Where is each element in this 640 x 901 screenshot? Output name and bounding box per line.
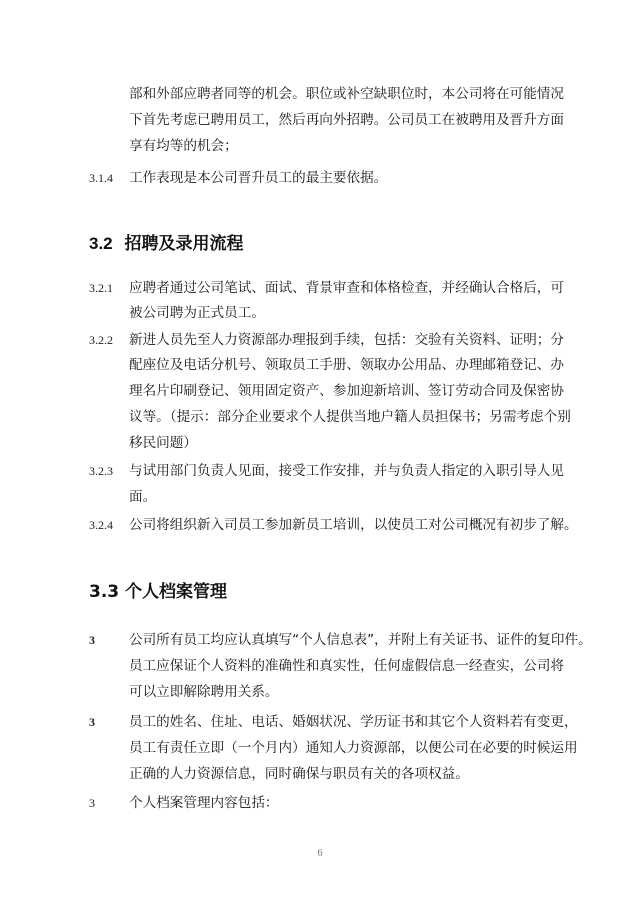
item-3-2-2-line: 配座位及电话分机号、领取员工手册、领取办公用品、办理邮箱登记、办 bbox=[129, 357, 564, 373]
item-3-3-b-line: 员工的姓名、住址、电话、婚姻状况、学历证书和其它个人资料若有变更， bbox=[129, 714, 578, 730]
item-3-2-3-line: 面。 bbox=[129, 489, 157, 505]
item-3-2-4-text: 公司将组织新入司员工参加新员工培训，以使员工对公司概况有初步了解。 bbox=[129, 517, 578, 533]
item-3-3-b-number: 3 bbox=[89, 715, 95, 729]
page-number: 6 bbox=[317, 848, 323, 859]
item-3-3-a-number: 3 bbox=[89, 633, 95, 647]
item-3-2-2-line: 议等。（提示：部分企业要求个人提供当地户籍人员担保书；另需考虑个别 bbox=[129, 409, 571, 425]
item-3-3-b-line: 正确的人力资源信息，同时确保与职员有关的各项权益。 bbox=[129, 766, 469, 782]
item-3-3-a-line: 员工应保证个人资料的准确性和真实性，任何虚假信息一经查实，公司将 bbox=[129, 658, 564, 674]
section-3-3-heading: 3.3 个人档案管理 bbox=[89, 582, 228, 602]
intro-line-3: 享有均等的机会； bbox=[129, 138, 238, 154]
item-3-2-2-line: 移民问题） bbox=[129, 435, 197, 451]
item-3-1-4-number: 3.1.4 bbox=[89, 171, 113, 185]
section-3-2-title: 招聘及录用流程 bbox=[124, 234, 244, 254]
item-3-2-2-line: 新进人员先至人力资源部办理报到手续，包括：交验有关资料、证明；分 bbox=[129, 332, 564, 348]
item-3-3-a-line: 可以立即解除聘用关系。 bbox=[129, 684, 279, 700]
intro-line-2: 下首先考虑已聘用员工，然后再向外招聘。公司员工在被聘用及晋升方面 bbox=[129, 112, 564, 128]
item-3-2-4-number: 3.2.4 bbox=[89, 518, 113, 532]
section-3-2-heading bbox=[89, 232, 243, 256]
item-3-2-2-number: 3.2.2 bbox=[89, 333, 113, 347]
item-3-2-1-line: 被公司聘为正式员工。 bbox=[129, 305, 265, 321]
item-3-3-a-line: 公司所有员工均应认真填写“个人信息表”，并附上有关证书、证件的复印件。 bbox=[129, 632, 592, 648]
item-3-1-4-text: 工作表现是本公司晋升员工的最主要依据。 bbox=[129, 170, 388, 186]
item-3-2-3-number: 3.2.3 bbox=[89, 464, 113, 478]
item-3-3-c-number: 3 bbox=[89, 796, 95, 810]
item-3-2-1-line: 应聘者通过公司笔试、面试、背景审查和体格检查，并经确认合格后，可 bbox=[129, 280, 564, 296]
item-3-2-3-line: 与试用部门负责人见面，接受工作安排，并与负责人指定的入职引导人见 bbox=[129, 463, 564, 479]
item-3-3-b-line: 员工有责任立即（一个月内）通知人力资源部，以便公司在必要的时候运用 bbox=[129, 740, 578, 756]
item-3-3-c-text: 个人档案管理内容包括： bbox=[129, 795, 279, 811]
item-3-2-2-line: 理名片印刷登记、领用固定资产、参加迎新培训、签订劳动合同及保密协 bbox=[129, 383, 564, 399]
intro-line-1: 部和外部应聘者同等的机会。职位或补空缺职位时，本公司将在可能情况 bbox=[129, 86, 564, 102]
item-3-2-1-number: 3.2.1 bbox=[89, 281, 113, 295]
section-3-2-number: 3.2 bbox=[89, 234, 113, 253]
